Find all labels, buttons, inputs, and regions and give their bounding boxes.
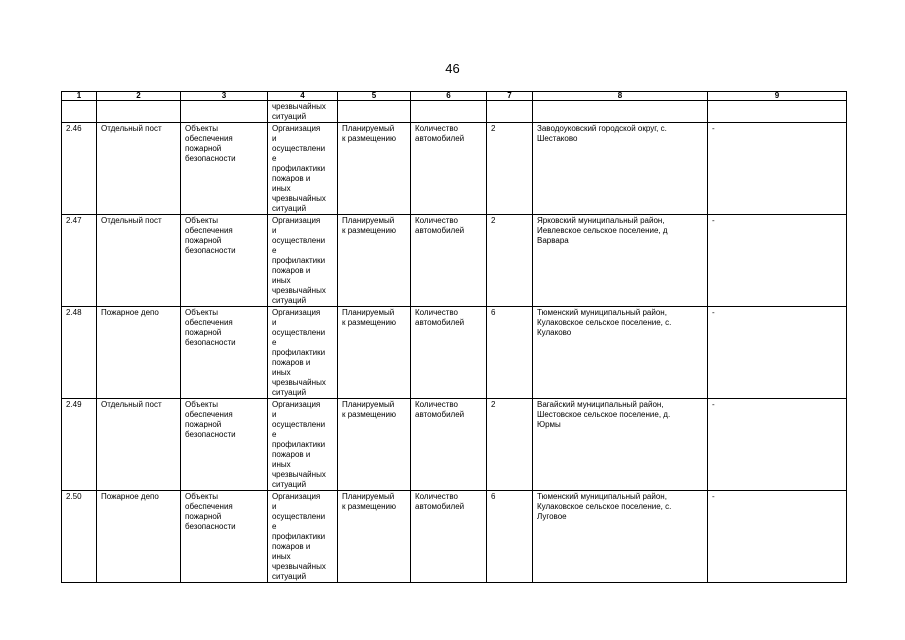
cell-line: и <box>272 134 277 143</box>
cell-line: Количество <box>415 216 458 225</box>
data-table <box>61 91 847 583</box>
header-cell: 1 <box>62 92 97 101</box>
cell-line: Организация <box>272 492 321 501</box>
cell-line: Кулаковское сельское поселение, с. <box>537 502 672 511</box>
cell-line: профилактики <box>272 440 326 449</box>
cell-line: иных <box>272 184 291 193</box>
cell-line: Планируемый <box>342 308 395 317</box>
continuation-row <box>62 101 847 123</box>
cell-type: Отдельный пост <box>97 123 181 215</box>
cell-value: 2 <box>487 399 533 491</box>
cell-line: Иевлевское сельское поселение, д <box>537 226 668 235</box>
cell-line: осуществлени <box>272 328 326 337</box>
cell-line: Шестовское сельское поселение, д. <box>537 410 671 419</box>
cell-characteristic <box>411 123 487 215</box>
cell-function <box>268 399 338 491</box>
cell-type: Пожарное депо <box>97 491 181 583</box>
cell-line: профилактики <box>272 348 326 357</box>
cell-line: Шестаково <box>537 134 578 143</box>
cell-line: иных <box>272 552 291 561</box>
cell-line: безопасности <box>185 338 236 347</box>
cell-line: пожаров и <box>272 358 311 367</box>
cell-line: обеспечения <box>185 410 233 419</box>
cell-line: к размещению <box>342 226 396 235</box>
cell-note: - <box>708 399 847 491</box>
cell-purpose <box>181 491 268 583</box>
cell-line: к размещению <box>342 502 396 511</box>
cell-line: чрезвычайных <box>272 470 326 479</box>
cell-line: иных <box>272 276 291 285</box>
cell-line: профилактики <box>272 256 326 265</box>
cell-purpose <box>181 399 268 491</box>
cell-line: автомобилей <box>415 226 465 235</box>
cell-line: Количество <box>415 124 458 133</box>
cell-characteristic <box>411 307 487 399</box>
cell-line: обеспечения <box>185 502 233 511</box>
cell-line: Организация <box>272 308 321 317</box>
cell-line: Планируемый <box>342 492 395 501</box>
cell-line: автомобилей <box>415 502 465 511</box>
cell-line: Юрмы <box>537 420 561 429</box>
cell-function <box>268 123 338 215</box>
header-cell: 8 <box>533 92 708 101</box>
cell-line: Организация <box>272 400 321 409</box>
cell-location <box>533 399 708 491</box>
cell-location <box>533 123 708 215</box>
header-cell: 6 <box>411 92 487 101</box>
cell-num: 2.48 <box>62 307 97 399</box>
cell-line: чрезвычайных <box>272 102 326 111</box>
cell-line: ситуаций <box>272 388 307 397</box>
header-cell: 4 <box>268 92 338 101</box>
page-number: 46 <box>445 61 460 76</box>
cell-value: 6 <box>487 491 533 583</box>
cell-line: Объекты <box>185 216 218 225</box>
cell <box>97 101 181 123</box>
cell-value: 2 <box>487 215 533 307</box>
cell-line: безопасности <box>185 522 236 531</box>
cell-line: ситуаций <box>272 204 307 213</box>
cell-line: Тюменский муниципальный район, <box>537 308 667 317</box>
cell-purpose <box>181 123 268 215</box>
cell-line: и <box>272 226 277 235</box>
cell-line: безопасности <box>185 430 236 439</box>
cell-line: Объекты <box>185 308 218 317</box>
cell-line: Количество <box>415 308 458 317</box>
cell-type: Пожарное депо <box>97 307 181 399</box>
cell-line: к размещению <box>342 134 396 143</box>
cell-line: осуществлени <box>272 236 326 245</box>
cell-num: 2.50 <box>62 491 97 583</box>
cell-type: Отдельный пост <box>97 399 181 491</box>
cell-num: 2.49 <box>62 399 97 491</box>
cell <box>338 101 411 123</box>
cell-line: осуществлени <box>272 420 326 429</box>
cell-line: ситуаций <box>272 296 307 305</box>
cell-line: Количество <box>415 492 458 501</box>
cell-num: 2.47 <box>62 215 97 307</box>
cell-characteristic <box>411 399 487 491</box>
cell-line: пожаров и <box>272 266 311 275</box>
cell-line: е <box>272 338 277 347</box>
cell <box>411 101 487 123</box>
cell-status <box>338 215 411 307</box>
cell-status <box>338 491 411 583</box>
cell-line: обеспечения <box>185 134 233 143</box>
cell-line: Организация <box>272 216 321 225</box>
cell-line: Луговое <box>537 512 567 521</box>
cell-type: Отдельный пост <box>97 215 181 307</box>
cell-line: профилактики <box>272 164 326 173</box>
cell-line: Кулаково <box>537 328 572 337</box>
cell <box>708 101 847 123</box>
cell-line: Заводоуковский городской округ, с. <box>537 124 667 133</box>
cell-line: Планируемый <box>342 216 395 225</box>
cell-location <box>533 491 708 583</box>
cell-purpose <box>181 307 268 399</box>
cell-line: иных <box>272 460 291 469</box>
cell-line: чрезвычайных <box>272 194 326 203</box>
cell-line: ситуаций <box>272 112 307 121</box>
cell-num: 2.46 <box>62 123 97 215</box>
cell-line: Кулаковское сельское поселение, с. <box>537 318 672 327</box>
cell-line: Тюменский муниципальный район, <box>537 492 667 501</box>
cell-line: к размещению <box>342 410 396 419</box>
header-row <box>62 92 847 101</box>
cell-line: и <box>272 318 277 327</box>
cell-note: - <box>708 491 847 583</box>
cell-location <box>533 307 708 399</box>
cell <box>487 101 533 123</box>
cell <box>62 101 97 123</box>
cell-line: пожаров и <box>272 542 311 551</box>
header-cell: 9 <box>708 92 847 101</box>
cell-line: Объекты <box>185 492 218 501</box>
cell-line: Количество <box>415 400 458 409</box>
cell-line: ситуаций <box>272 572 307 581</box>
cell-status <box>338 307 411 399</box>
table-row <box>62 491 847 583</box>
cell-line: пожарной <box>185 236 222 245</box>
cell-line: и <box>272 410 277 419</box>
table-row <box>62 307 847 399</box>
cell-line: Ярковский муниципальный район, <box>537 216 665 225</box>
header-cell: 3 <box>181 92 268 101</box>
cell-line: Объекты <box>185 124 218 133</box>
header-cell: 2 <box>97 92 181 101</box>
cell-line: Планируемый <box>342 124 395 133</box>
table-row <box>62 123 847 215</box>
cell-line: Варвара <box>537 236 569 245</box>
cell-line: Вагайский муниципальный район, <box>537 400 664 409</box>
cell-line: автомобилей <box>415 318 465 327</box>
cell-line: пожарной <box>185 328 222 337</box>
cell-line: е <box>272 154 277 163</box>
cell-line: Объекты <box>185 400 218 409</box>
cell <box>268 101 338 123</box>
cell-status <box>338 123 411 215</box>
cell-status <box>338 399 411 491</box>
header-cell: 7 <box>487 92 533 101</box>
cell-line: автомобилей <box>415 134 465 143</box>
cell-characteristic <box>411 215 487 307</box>
cell-line: пожарной <box>185 512 222 521</box>
cell-line: чрезвычайных <box>272 286 326 295</box>
cell-note: - <box>708 215 847 307</box>
cell-line: пожарной <box>185 420 222 429</box>
cell-function <box>268 491 338 583</box>
cell <box>533 101 708 123</box>
cell-line: Организация <box>272 124 321 133</box>
cell-note: - <box>708 307 847 399</box>
cell-purpose <box>181 215 268 307</box>
cell-value: 2 <box>487 123 533 215</box>
cell-line: чрезвычайных <box>272 378 326 387</box>
cell-line: и <box>272 502 277 511</box>
cell-line: обеспечения <box>185 226 233 235</box>
cell-line: пожаров и <box>272 450 311 459</box>
cell-line: пожарной <box>185 144 222 153</box>
cell-line: Планируемый <box>342 400 395 409</box>
cell-line: е <box>272 430 277 439</box>
cell-line: е <box>272 522 277 531</box>
cell-function <box>268 307 338 399</box>
cell-line: к размещению <box>342 318 396 327</box>
cell-line: чрезвычайных <box>272 562 326 571</box>
cell-line: безопасности <box>185 154 236 163</box>
cell-line: безопасности <box>185 246 236 255</box>
cell-characteristic <box>411 491 487 583</box>
cell-location <box>533 215 708 307</box>
cell-note: - <box>708 123 847 215</box>
cell-value: 6 <box>487 307 533 399</box>
cell-line: пожаров и <box>272 174 311 183</box>
cell-line: иных <box>272 368 291 377</box>
cell <box>181 101 268 123</box>
cell-function <box>268 215 338 307</box>
cell-line: осуществлени <box>272 144 326 153</box>
cell-line: е <box>272 246 277 255</box>
header-cell: 5 <box>338 92 411 101</box>
cell-line: автомобилей <box>415 410 465 419</box>
cell-line: осуществлени <box>272 512 326 521</box>
cell-line: ситуаций <box>272 480 307 489</box>
table-row <box>62 215 847 307</box>
cell-line: профилактики <box>272 532 326 541</box>
table-row <box>62 399 847 491</box>
cell-line: обеспечения <box>185 318 233 327</box>
